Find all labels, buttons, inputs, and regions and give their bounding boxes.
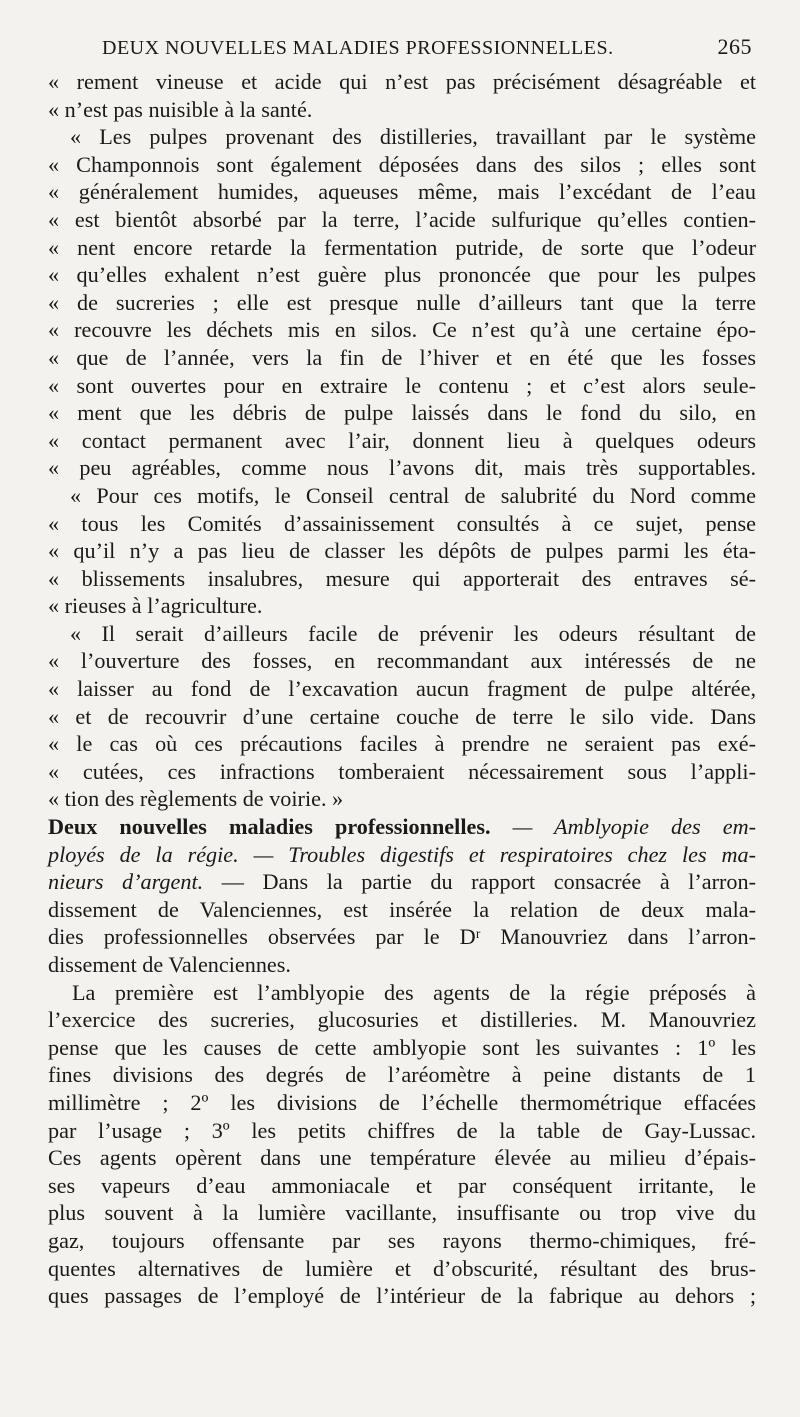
text-line: par l’usage ; 3º les petits chiffres de la table de Gay-Lussac. <box>48 1117 756 1143</box>
text-line: « peu agréables, comme nous l’avons dit, mais très supportables. <box>48 455 756 481</box>
running-title: DEUX NOUVELLES MALADIES PROFESSIONNELLES. <box>102 37 614 59</box>
text-line: « cutées, ces infractions tomberaient nécessairement sous l’appli- <box>48 758 756 784</box>
section-subtitle-line <box>48 841 756 869</box>
text-line: « ment que les débris de pulpe laissés dans le fond du silo, en <box>48 400 756 426</box>
text-line: La première est l’amblyopie des agents de la régie préposés à <box>72 979 756 1005</box>
text-line: « laisser au fond de l’excavation aucun fragment de pulpe altérée, <box>48 676 756 702</box>
text-line: l’exercice des sucreries, glucosuries et distilleries. M. Manouvriez <box>48 1007 756 1033</box>
text-line: « de sucreries ; elle est presque nulle d’ailleurs tant que la terre <box>48 289 756 315</box>
text-line: « qu’elles exhalent n’est guère plus prononcée que pour les pulpes <box>48 262 756 288</box>
text-line: pense que les causes de cette amblyopie sont les suivantes : 1º les <box>48 1034 756 1060</box>
page-body <box>48 68 756 1310</box>
section-subtitle: nieurs d’argent. <box>48 869 204 895</box>
text-line: Ces agents opèrent dans une température élevée au milieu d’épais- <box>48 1145 756 1171</box>
text-line: « contact permanent avec l’air, donnent lieu à quelques odeurs <box>48 427 756 453</box>
text-line: « Champonnois sont également déposées dans des silos ; elles sont <box>48 151 756 177</box>
text-line: dies professionnelles observées par le Dʳ Manouvriez dans l’arron- <box>48 924 756 950</box>
text-line: gaz, toujours offensante par ses rayons thermo-chimiques, fré- <box>48 1227 756 1253</box>
text-line: « n’est pas nuisible à la santé. <box>48 96 313 122</box>
text-line: « l’ouverture des fosses, en recommandant aux intéressés de ne <box>48 648 756 674</box>
text-line: « sont ouvertes pour en extraire le contenu ; et c’est alors seule- <box>48 372 756 398</box>
text-line: « recouvre les déchets mis en silos. Ce n’est qu’à une certaine épo- <box>48 317 756 343</box>
text-line: « qu’il n’y a pas lieu de classer les dépôts de pulpes parmi les éta- <box>48 538 756 564</box>
section-subtitle: — Amblyopie des em- <box>490 814 756 840</box>
running-header <box>102 34 752 60</box>
text-line: ses vapeurs d’eau ammoniacale et par conséquent irritante, le <box>48 1172 756 1198</box>
section-heading: Deux nouvelles maladies professionnelles. <box>48 814 491 840</box>
section-heading-line <box>48 813 756 841</box>
text-line: « blissements insalubres, mesure qui apporterait des entraves sé- <box>48 565 756 591</box>
text-line: « que de l’année, vers la fin de l’hiver et en été que les fosses <box>48 344 756 370</box>
text-line: « rement vineuse et acide qui n’est pas précisément désagréable et <box>48 69 756 94</box>
text-line: « rieuses à l’agriculture. <box>48 593 263 619</box>
text-line: « et de recouvrir d’une certaine couche de terre le silo vide. Dans <box>48 703 756 729</box>
text-line: fines divisions des degrés de l’aréomètre à peine distants de 1 <box>48 1062 756 1088</box>
text-line: dissement de Valenciennes, est insérée la relation de deux mala- <box>48 896 756 922</box>
text-line: « Il serait d’ailleurs facile de prévenir les odeurs résultant de <box>70 620 756 646</box>
text-line: dissement de Valenciennes. <box>48 952 291 977</box>
text-line: « tous les Comités d’assainissement consultés à ce sujet, pense <box>48 510 756 536</box>
text-line <box>48 868 756 896</box>
text-line: quentes alternatives de lumière et d’obscurité, résultant des brus- <box>48 1255 756 1281</box>
section-subtitle: ployés de la régie. — Troubles digestifs et respiratoires chez les ma- <box>48 841 756 867</box>
text-line: « Les pulpes provenant des distilleries, travaillant par le système <box>70 124 756 150</box>
text-line: « est bientôt absorbé par la terre, l’acide sulfurique qu’elles contien- <box>48 206 756 232</box>
text-line: ques passages de l’employé de l’intérieur de la fabrique au dehors ; <box>48 1283 756 1309</box>
text-line: « tion des règlements de voirie. » <box>48 786 344 812</box>
text-line: « généralement humides, aqueuses même, mais l’excédant de l’eau <box>48 179 756 205</box>
text-line: plus souvent à la lumière vacillante, insuffisante ou trop vive du <box>48 1200 756 1226</box>
text-fragment: — Dans la partie du rapport consacrée à l’arron- <box>203 869 756 895</box>
page-number: 265 <box>717 34 752 59</box>
text-line: « nent encore retarde la fermentation putride, de sorte que l’odeur <box>48 234 756 260</box>
text-line: « Pour ces motifs, le Conseil central de salubrité du Nord comme <box>70 482 756 508</box>
text-line: millimètre ; 2º les divisions de l’échelle thermométrique effacées <box>48 1089 756 1115</box>
text-line: « le cas où ces précautions faciles à prendre ne seraient pas exé- <box>48 731 756 757</box>
